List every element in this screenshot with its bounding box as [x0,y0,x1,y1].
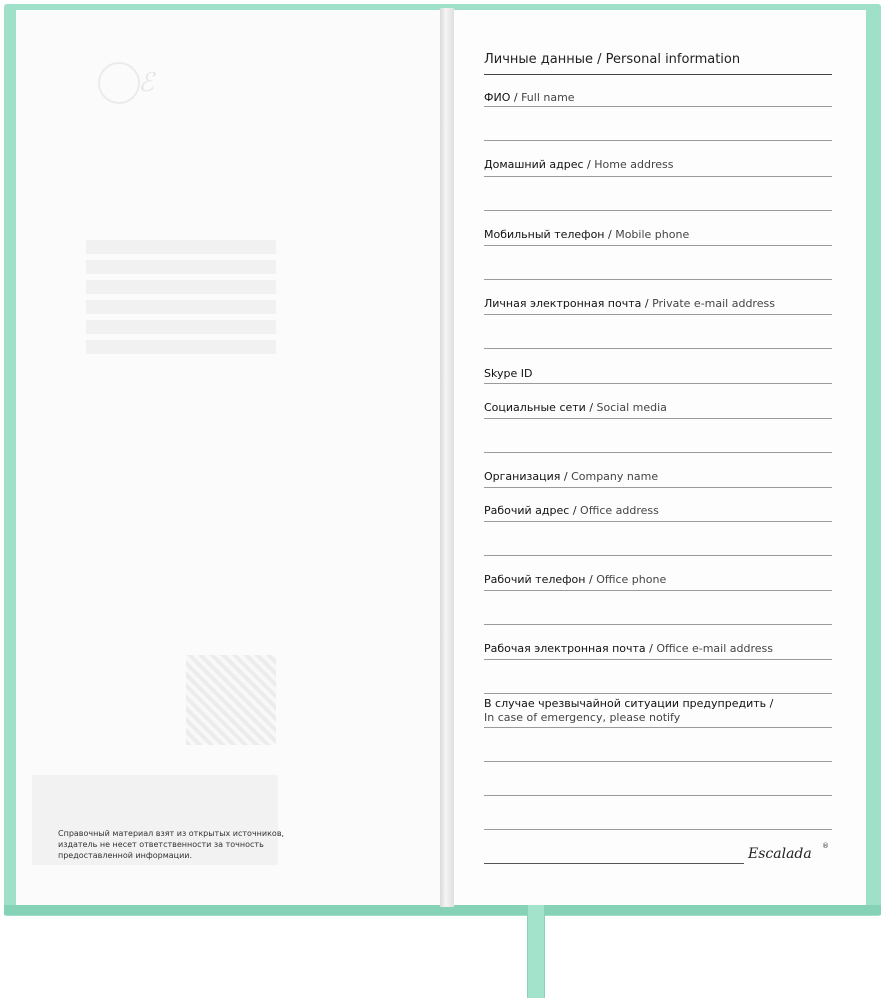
home-address-line-2[interactable] [484,210,832,211]
left-page [16,10,440,905]
bookmark-ribbon [527,905,545,998]
full-name-line-2[interactable] [484,140,832,141]
social-media-line-2[interactable] [484,452,832,453]
mobile-phone-label: Мобильный телефон / Mobile phone [484,228,690,241]
emergency-line-2[interactable] [484,761,832,762]
spine-gutter [440,8,454,907]
header-ru: Личные данные [484,52,594,67]
company-label: Организация / Company name [484,470,659,483]
office-address-line[interactable] [484,521,832,522]
office-phone-label: Рабочий телефон / Office phone [484,573,667,586]
emergency-label: В случае чрезвычайной ситуации предупредить / In case of emergency, please notify [484,697,774,724]
office-address-label: Рабочий адрес / Office address [484,504,659,517]
private-email-label: Личная электронная почта / Private e-mail address [484,297,775,310]
emergency-line-3[interactable] [484,795,832,796]
personal-info-header [484,52,832,75]
mobile-phone-line-2[interactable] [484,279,832,280]
company-line[interactable] [484,487,832,488]
ghost-brand-mark: ℰ [138,68,154,98]
signature-line[interactable] [484,863,744,864]
office-phone-line-2[interactable] [484,624,832,625]
social-media-label: Социальные сети / Social media [484,401,667,414]
mobile-phone-line[interactable] [484,245,832,246]
social-media-line[interactable] [484,418,832,419]
brand-logo: Escalada [748,846,812,862]
office-email-label: Рабочая электронная почта / Office e-mail address [484,642,773,655]
office-email-line-2[interactable] [484,693,832,694]
ghost-qr-code-icon [186,655,276,745]
header-sep: / [593,52,606,67]
full-name-line[interactable] [484,106,832,107]
skype-line[interactable] [484,383,832,384]
right-page [454,10,866,905]
office-address-line-2[interactable] [484,555,832,556]
header-en: Personal information [605,52,741,67]
home-address-line[interactable] [484,176,832,177]
private-email-line-2[interactable] [484,348,832,349]
home-address-label: Домашний адрес / Home address [484,158,674,171]
registered-mark: ® [822,842,829,850]
disclaimer-text: Справочный материал взят из открытых источников, издатель не несет ответственности за точность предоставленной информации. [58,829,285,860]
office-phone-line[interactable] [484,590,832,591]
ghost-text-block [86,240,276,360]
emergency-line-1[interactable] [484,727,832,728]
office-email-line[interactable] [484,659,832,660]
emergency-line-4[interactable] [484,829,832,830]
ghost-logo-icon [98,62,140,104]
private-email-line[interactable] [484,314,832,315]
full-name-label: ФИО / Full name [484,91,575,104]
skype-label: Skype ID [484,367,533,380]
